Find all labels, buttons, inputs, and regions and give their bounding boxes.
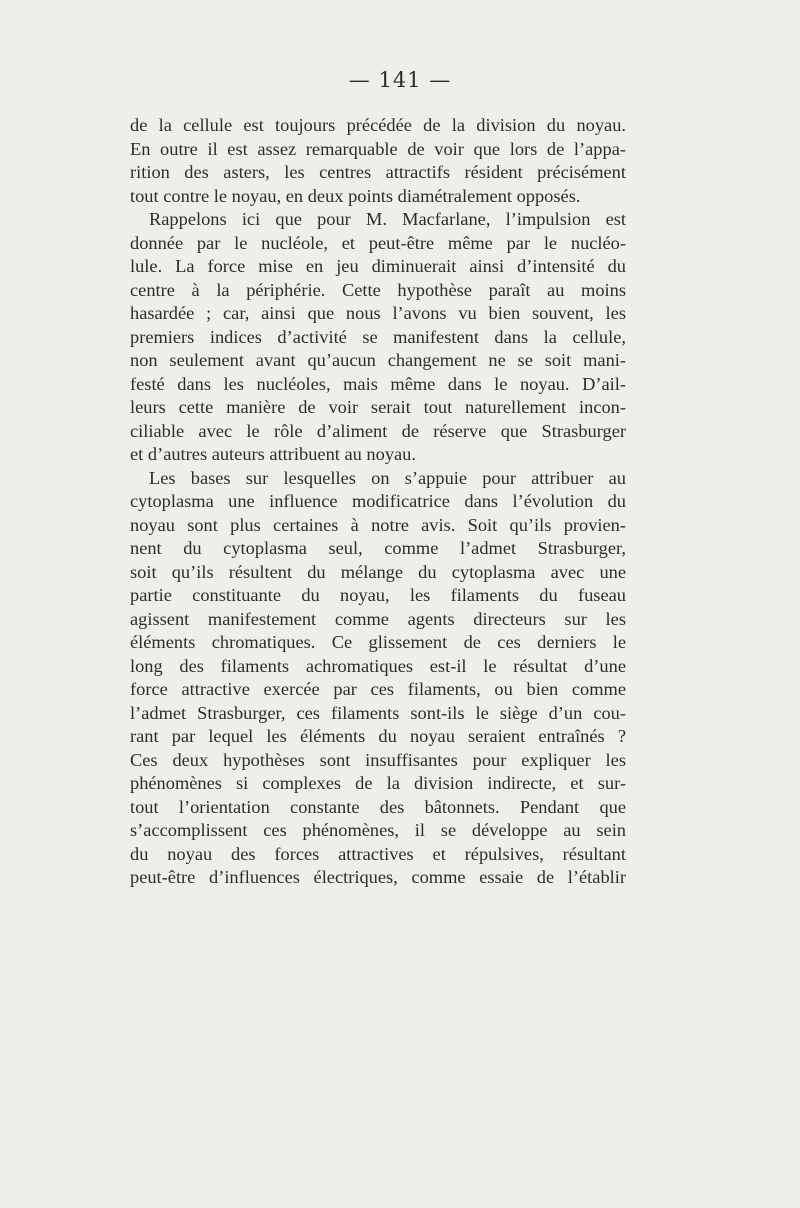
text-line: ciliable avec le rôle d’aliment de réserve que Strasburger [130, 420, 626, 441]
text-line: Ces deux hypothèses sont insuffisantes pour expliquer les [130, 749, 626, 770]
text-line: phénomènes si complexes de la division indirecte, et sur- [130, 773, 626, 793]
text-line: cytoplasma une influence modificatrice dans l’évolution du [130, 491, 626, 511]
text-line: hasardée ; car, ainsi que nous l’avons vu bien souvent, les [130, 303, 626, 323]
text-line: donnée par le nucléole, et peut-être même par le nucléo- [130, 232, 626, 253]
text-line: En outre il est assez remarquable de voir que lors de l’appa- [130, 138, 626, 159]
text-line: soit qu’ils résultent du mélange du cytoplasma avec une [130, 561, 626, 582]
text-line: force attractive exercée par ces filaments, ou bien comme [130, 679, 626, 699]
text-line: de la cellule est toujours précédée de la division du noyau. [130, 115, 626, 135]
text-line: rant par lequel les éléments du noyau seraient entraînés ? [130, 726, 626, 746]
body-text [130, 114, 626, 890]
text-line: éléments chromatiques. Ce glissement de ces derniers le [130, 632, 626, 652]
text-line: lule. La force mise en jeu diminuerait ainsi d’intensité du [130, 256, 626, 276]
text-line: non seulement avant qu’aucun changement ne se soit mani- [130, 350, 626, 370]
text-line: l’admet Strasburger, ces filaments sont-ils le siège d’un cou- [130, 702, 626, 723]
text-line: s’accomplissent ces phénomènes, il se développe au sein [130, 820, 626, 840]
page-number: — 141 — [348, 68, 452, 92]
text-line: rition des asters, les centres attractifs résident précisément [130, 162, 626, 182]
text-line: agissent manifestement comme agents directeurs sur les [130, 608, 626, 629]
text-line: tout contre le noyau, en deux points diamétralement opposés. [130, 185, 581, 206]
text-line: centre à la périphérie. Cette hypothèse paraît au moins [130, 279, 626, 300]
text-line: tout l’orientation constante des bâtonnets. Pendant que [130, 796, 626, 817]
text-line: premiers indices d’activité se manifestent dans la cellule, [130, 326, 626, 347]
text-line: Rappelons ici que pour M. Macfarlane, l’impulsion est [149, 209, 626, 229]
text-line: Les bases sur lesquelles on s’appuie pour attribuer au [149, 467, 626, 488]
text-line: festé dans les nucléoles, mais même dans le noyau. D’ail- [130, 373, 626, 394]
text-line: leurs cette manière de voir serait tout naturellement incon- [130, 397, 626, 417]
text-line: noyau sont plus certaines à notre avis. Soit qu’ils provien- [130, 514, 626, 535]
text-line: nent du cytoplasma seul, comme l’admet Strasburger, [130, 538, 626, 558]
text-line: peut-être d’influences électriques, comme essaie de l’établir [130, 867, 626, 887]
text-line: et d’autres auteurs attribuent au noyau. [130, 444, 416, 464]
text-line: du noyau des forces attractives et répulsives, résultant [130, 843, 626, 864]
text-line: partie constituante du noyau, les filaments du fuseau [130, 585, 626, 605]
text-line: long des filaments achromatiques est-il le résultat d’une [130, 655, 626, 676]
